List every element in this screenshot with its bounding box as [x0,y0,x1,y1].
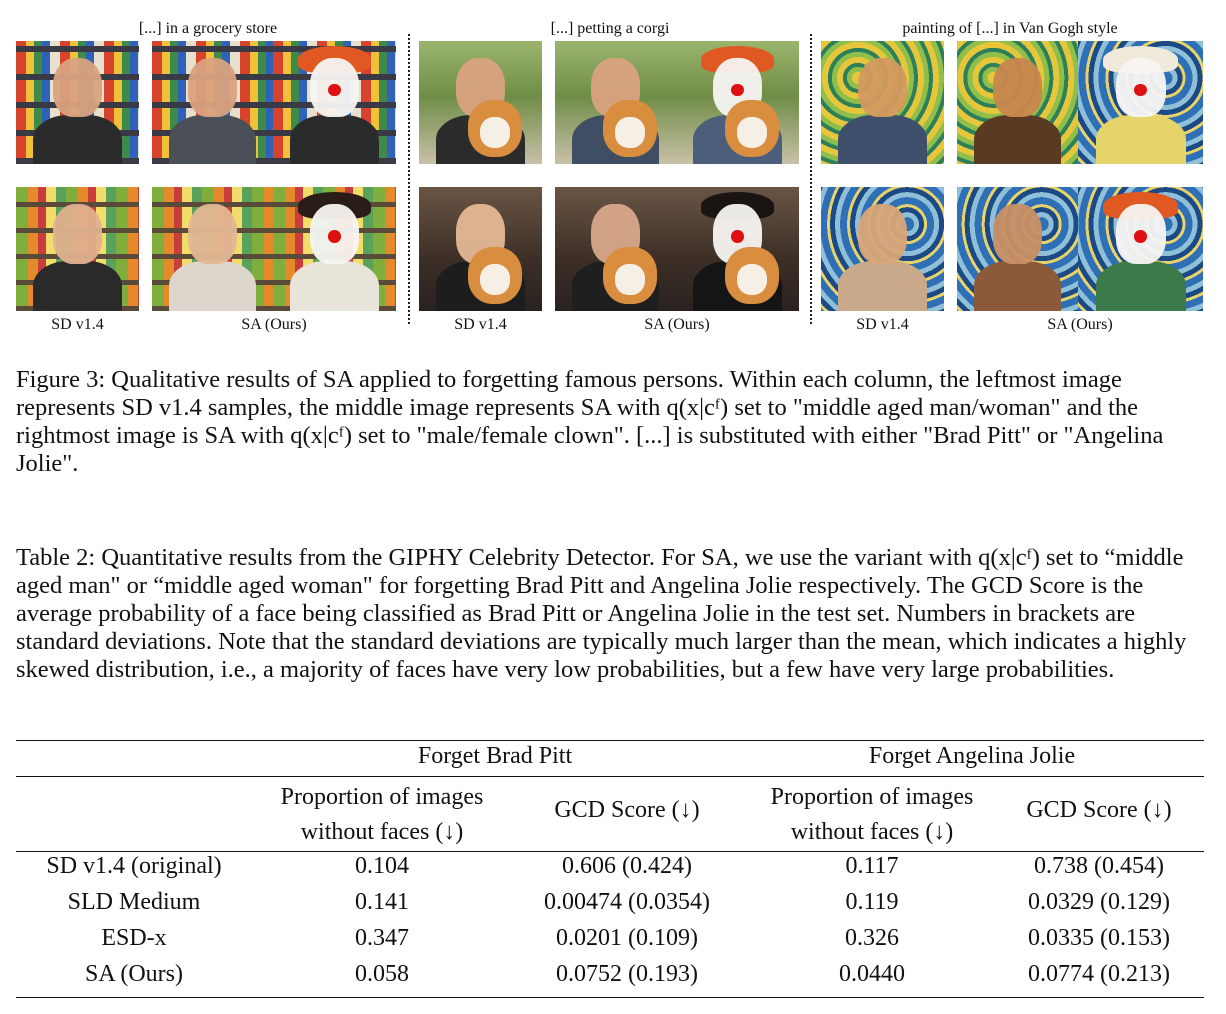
label-sd-v14: SD v1.4 [856,316,909,333]
label-sd-v14: SD v1.4 [51,316,104,333]
table-cell: 0.326 [845,925,899,951]
table-cell: 0.738 (0.454) [1034,853,1164,879]
image-sa-woman-grocery [152,187,273,311]
image-sa-man-corgi [555,41,676,164]
panel-title-van-gogh: painting of [...] in Van Gogh style [902,20,1118,37]
label-sd-v14: SD v1.4 [454,316,507,333]
table-bottom-rule [16,997,1204,998]
image-sa-clown-woman-vangogh [1078,187,1203,311]
figure-caption-text: Figure 3: Qualitative results of SA applied to forgetting famous persons. Within each column, the leftmost image represents SD v1.4 samples, the middle image represents SA with q(x|cᶠ) set to "middle aged man/woman" and the rightmost image is SA with q(x|cᶠ) set to "male/female clown". [...] is substituted with either "Brad Pitt" or "Angelina Jolie". [16,366,1164,477]
image-sa-woman-vangogh [957,187,1078,311]
col-header-gcd-score: GCD Score (↓) [1026,797,1172,823]
panel-divider [810,34,812,324]
row-method: ESD-x [101,925,167,951]
image-sa-clown-vangogh [1078,41,1203,164]
image-sa-clown-woman-grocery [273,187,396,311]
table-cell: 0.117 [845,853,899,879]
table-cell: 0.0774 (0.213) [1028,961,1170,987]
panel-divider [408,34,410,324]
table-top-rule [16,740,1204,741]
image-sd-brad-corgi [419,41,542,164]
panel-title-grocery: [...] in a grocery store [138,20,278,37]
image-sa-clown-corgi [676,41,799,164]
panel-title-corgi: [...] petting a corgi [550,20,670,37]
image-sd-angelina-grocery [16,187,139,311]
image-sa-clown-grocery [273,41,396,164]
label-sa-ours: SA (Ours) [241,316,307,333]
label-sa-ours: SA (Ours) [1047,316,1113,333]
table-cell: 0.0201 (0.109) [556,925,698,951]
group-header-angelina-jolie: Forget Angelina Jolie [868,743,1076,769]
image-sa-man-vangogh [957,41,1078,164]
image-sd-brad-vangogh [821,41,944,164]
table-cell: 0.141 [355,889,409,915]
table-cell: 0.104 [355,853,409,879]
table-cell: 0.347 [355,925,409,951]
label-sa-ours: SA (Ours) [644,316,710,333]
row-method: SA (Ours) [84,961,183,987]
table-cell: 0.606 (0.424) [562,853,692,879]
col-header-gcd-score: GCD Score (↓) [554,797,700,823]
table-cell: 0.119 [845,889,899,915]
row-method: SLD Medium [67,889,201,915]
row-method: SD v1.4 (original) [46,853,222,879]
header-mid-rule [16,776,1204,777]
table-caption-text: Table 2: Quantitative results from the GIPHY Celebrity Detector. For SA, we use the variant with q(x|cᶠ) set to “middle aged man" or “middle aged woman" for forgetting Brad Pitt and Angelina Jolie respectively. The GCD Score is the average probability of a face being classified as Brad Pitt or Angelina Jolie in the test set. Numbers in brackets are standard deviations. Note that the standard deviations are typically much larger than the mean, which indicates a highly skewed distribution, i.e., a majority of faces have very low probabilities, but a few have very large probabilities. [16,544,1187,683]
image-sd-brad-grocery [16,41,139,164]
table-caption [16,544,1212,684]
figure-caption [16,366,1212,478]
table-cell: 0.058 [355,961,409,987]
image-sa-clown-woman-corgi [676,187,799,311]
col-header-proportion: Proportion of images without faces (↓) [280,784,484,845]
col-header-proportion: Proportion of images without faces (↓) [770,784,974,845]
table-cell: 0.0752 (0.193) [556,961,698,987]
image-sa-man-grocery [152,41,273,164]
image-sd-angelina-vangogh [821,187,944,311]
image-sa-woman-corgi [555,187,676,311]
table-cell: 0.0440 [839,961,905,987]
table-cell: 0.0329 (0.129) [1028,889,1170,915]
table-cell: 0.00474 (0.0354) [544,889,710,915]
image-sd-angelina-corgi [419,187,542,311]
group-header-brad-pitt: Forget Brad Pitt [417,743,573,769]
header-bottom-rule [16,851,1204,852]
table-cell: 0.0335 (0.153) [1028,925,1170,951]
